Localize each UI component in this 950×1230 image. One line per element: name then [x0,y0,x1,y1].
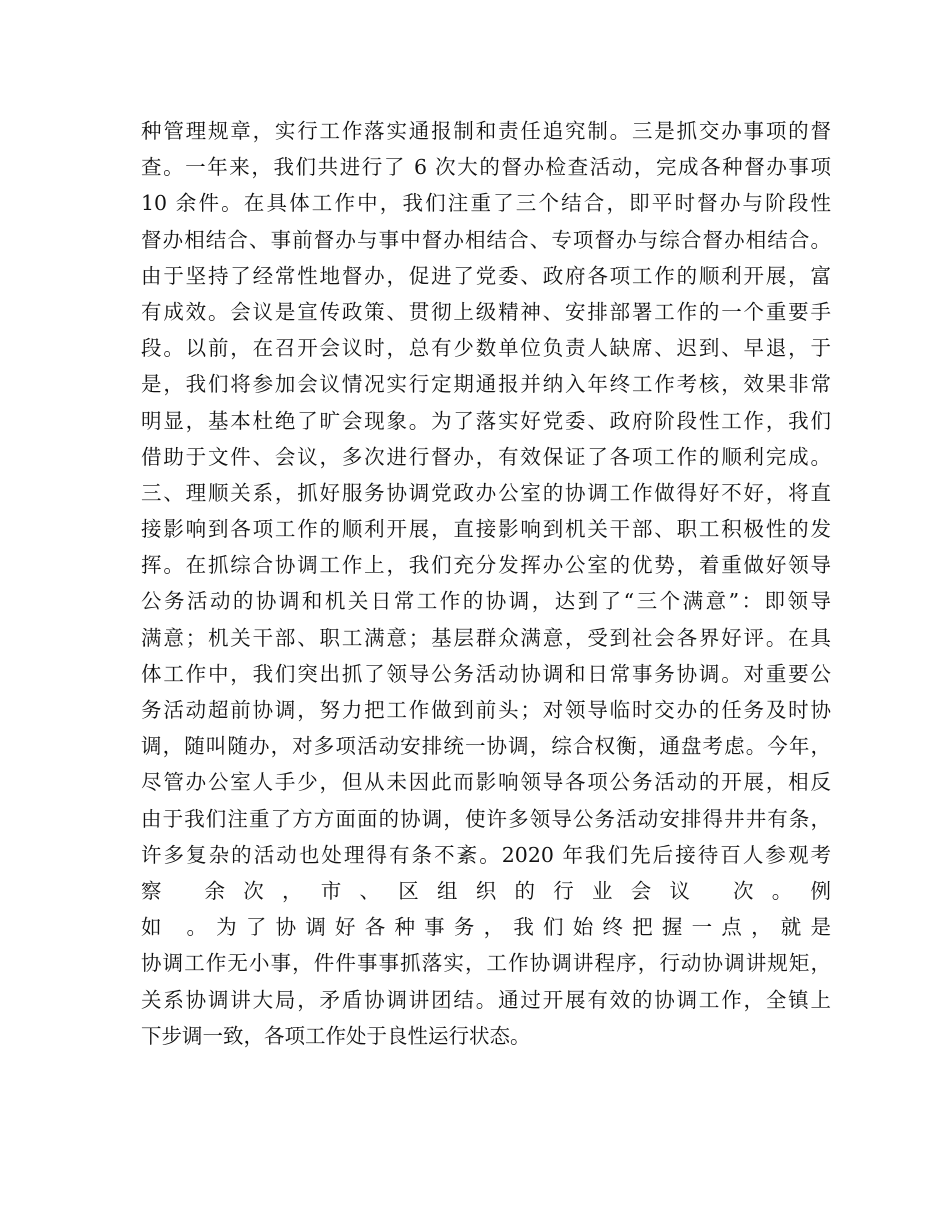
text-line: 察 余次，市、区组织的行业会议 次。例 [141,878,831,903]
text-line: 尽管办公室人手少，但从未因此而影响领导各项公务活动的开展，相反 [141,770,831,795]
text-line: 体工作中，我们突出抓了领导公务活动协调和日常事务协调。对重要公 [141,661,831,686]
text-line: 督办相结合、事前督办与事中督办相结合、专项督办与综合督办相结合。 [141,227,831,252]
body-text [141,113,831,1054]
text-line: 10 余件。在具体工作中，我们注重了三个结合，即平时督办与阶段性 [141,191,831,216]
text-line: 查。一年来，我们共进行了 6 次大的督办检查活动，完成各种督办事项 [141,155,831,180]
text-line: 公务活动的协调和机关日常工作的协调，达到了“三个满意”：即领导 [141,589,831,614]
text-line: 是，我们将参加会议情况实行定期通报并纳入年终工作考核，效果非常 [141,372,831,397]
text-line: 段。以前，在召开会议时，总有少数单位负责人缺席、迟到、早退，于 [141,336,831,361]
text-line: 由于坚持了经常性地督办，促进了党委、政府各项工作的顺利开展，富 [141,263,831,288]
text-line: 如 。为了协调好各种事务，我们始终把握一点，就是 [141,915,831,940]
text-line: 明显，基本杜绝了旷会现象。为了落实好党委、政府阶段性工作，我们 [141,408,831,433]
text-line: 下步调一致，各项工作处于良性运行状态。 [141,1023,531,1048]
text-line: 接影响到各项工作的顺利开展，直接影响到机关干部、职工积极性的发 [141,517,831,542]
text-line: 务活动超前协调，努力把工作做到前头；对领导临时交办的任务及时协 [141,698,831,722]
text-line: 满意；机关干部、职工满意；基层群众满意，受到社会各界好评。在具 [141,625,831,650]
text-line: 协调工作无小事，件件事事抓落实，工作协调讲程序，行动协调讲规矩， [141,951,831,976]
text-line: 三、理顺关系，抓好服务协调党政办公室的协调工作做得好不好，将直 [141,480,831,505]
text-line: 有成效。会议是宣传政策、贯彻上级精神、安排部署工作的一个重要手 [141,299,831,324]
text-line: 许多复杂的活动也处理得有条不紊。2020 年我们先后接待百人参观考 [141,842,831,867]
text-line: 调，随叫随办，对多项活动安排统一协调，综合权衡，通盘考虑。今年， [141,734,831,759]
text-line: 关系协调讲大局，矛盾协调讲团结。通过开展有效的协调工作，全镇上 [141,987,831,1012]
text-line: 由于我们注重了方方面面的协调，使许多领导公务活动安排得井井有条， [141,806,831,831]
text-line: 借助于文件、会议，多次进行督办，有效保证了各项工作的顺利完成。 [141,444,831,469]
text-line: 挥。在抓综合协调工作上，我们充分发挥办公室的优势，着重做好领导 [141,553,831,578]
text-line: 种管理规章，实行工作落实通报制和责任追究制。三是抓交办事项的督 [141,119,831,143]
